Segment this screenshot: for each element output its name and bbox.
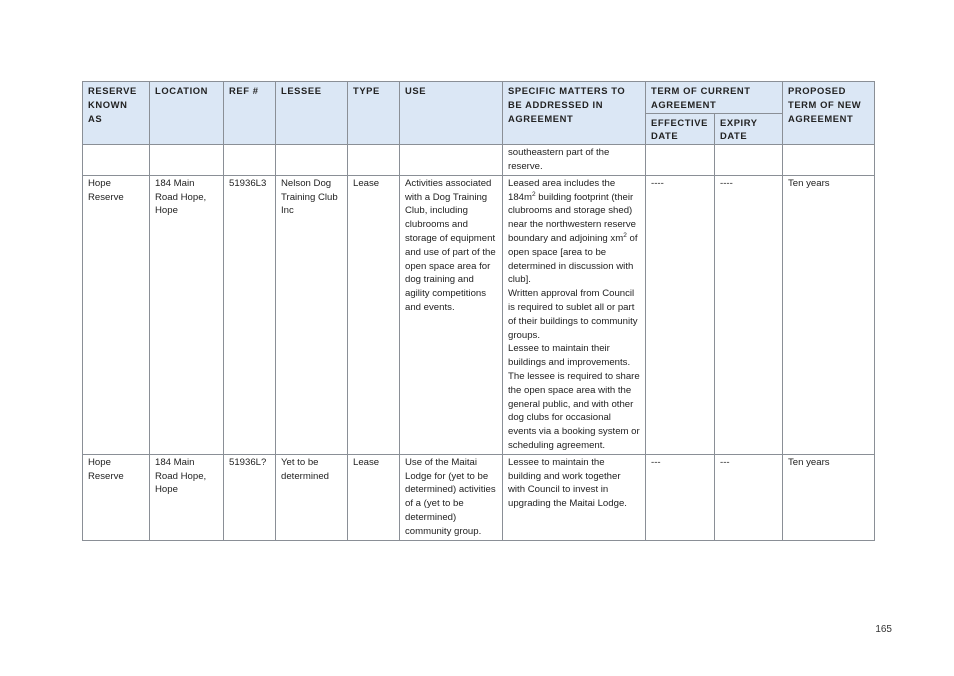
table-row bbox=[83, 454, 875, 540]
header-reserve-known-as: RESERVE KNOWN AS bbox=[83, 82, 150, 145]
cell-expiry-date: ---- bbox=[715, 175, 783, 454]
cell-effective-date: --- bbox=[646, 454, 715, 540]
header-use: USE bbox=[400, 82, 503, 145]
header-type: TYPE bbox=[348, 82, 400, 145]
header-specific-matters: SPECIFIC MATTERS TO BE ADDRESSED IN AGREEMENT bbox=[503, 82, 646, 145]
header-ref: REF # bbox=[224, 82, 276, 145]
cell-ref: 51936L? bbox=[224, 454, 276, 540]
reserve-lease-table bbox=[82, 81, 875, 541]
cell-location: 184 Main Road Hope, Hope bbox=[150, 175, 224, 454]
header-expiry-date: EXPIRY DATE bbox=[715, 113, 783, 145]
cell-specific-matters: Lessee to maintain the building and work together with Council to invest in upgrading the Maitai Lodge. bbox=[503, 454, 646, 540]
cell-specific-matters bbox=[503, 175, 646, 454]
page-number: 165 bbox=[875, 624, 892, 635]
cell-use: Activities associated with a Dog Training Club, including clubrooms and storage of equipment and use of part of the open space area for dog training and agility competitions and events. bbox=[400, 175, 503, 454]
table-row bbox=[83, 175, 875, 454]
cell-reserve: Hope Reserve bbox=[83, 175, 150, 454]
cell-proposed-term: Ten years bbox=[783, 454, 875, 540]
continuation-matters: southeastern part of the reserve. bbox=[503, 145, 646, 176]
cell-use: Use of the Maitai Lodge for (yet to be determined) activities of a (yet to be determined) community group. bbox=[400, 454, 503, 540]
table-row-continuation bbox=[83, 145, 875, 176]
cell-location: 184 Main Road Hope, Hope bbox=[150, 454, 224, 540]
cell-type: Lease bbox=[348, 454, 400, 540]
matters-paragraph: The lessee is required to share the open space area with the general public, and with other dog clubs for occasional events via a booking system or scheduling agreement. bbox=[508, 370, 640, 451]
table-header bbox=[83, 82, 875, 145]
cell-lessee: Yet to be determined bbox=[276, 454, 348, 540]
header-location: LOCATION bbox=[150, 82, 224, 145]
header-proposed-term: PROPOSED TERM OF NEW AGREEMENT bbox=[783, 82, 875, 145]
cell-expiry-date: --- bbox=[715, 454, 783, 540]
cell-lessee: Nelson Dog Training Club Inc bbox=[276, 175, 348, 454]
cell-effective-date: ---- bbox=[646, 175, 715, 454]
matters-paragraph: Leased area includes the $184m^2$ building footprint (their clubrooms and storage shed) near the northwestern reserve boundary and adjoining $xm^2$ of open space [area to be determined in discussion with club]. bbox=[508, 177, 638, 286]
cell-ref: 51936L3 bbox=[224, 175, 276, 454]
cell-proposed-term: Ten years bbox=[783, 175, 875, 454]
matters-paragraph: Written approval from Council is required to sublet all or part of their buildings to community groups. bbox=[508, 288, 638, 341]
matters-paragraph: Lessee to maintain their buildings and improvements. bbox=[508, 343, 631, 369]
cell-reserve: Hope Reserve bbox=[83, 454, 150, 540]
header-effective-date: EFFECTIVE DATE bbox=[646, 113, 715, 145]
cell-type: Lease bbox=[348, 175, 400, 454]
header-lessee: LESSEE bbox=[276, 82, 348, 145]
header-term-current: TERM OF CURRENT AGREEMENT bbox=[646, 82, 783, 114]
